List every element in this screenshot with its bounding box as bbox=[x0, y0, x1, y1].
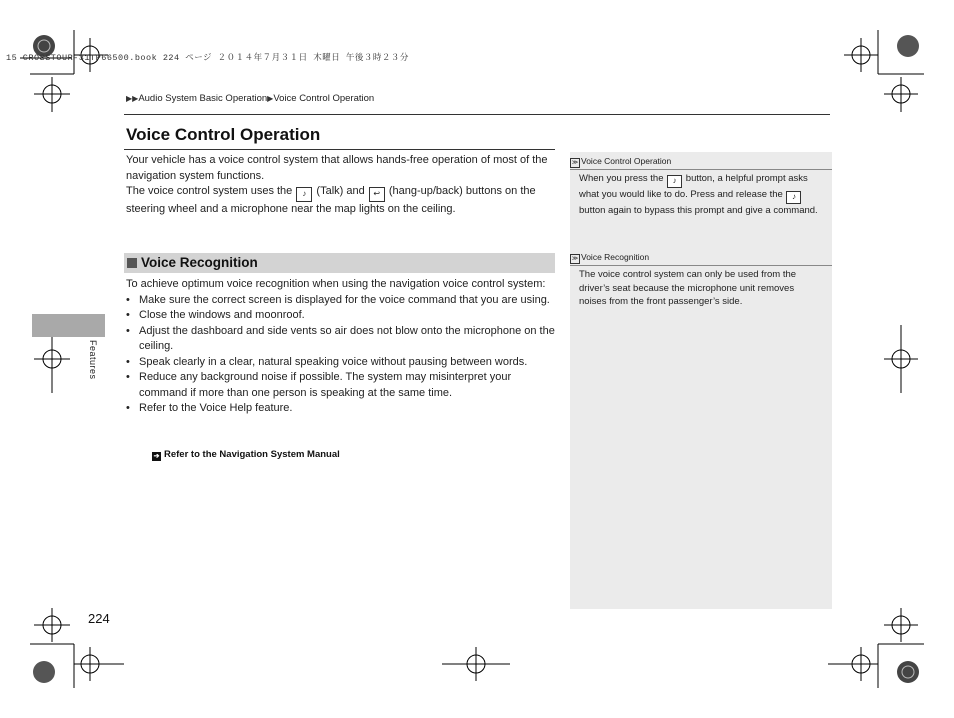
breadcrumb-separator-icon: ▶ bbox=[267, 94, 274, 103]
list-item: • Refer to the Voice Help feature. bbox=[126, 401, 556, 417]
section-heading-bar bbox=[124, 253, 555, 273]
note-heading-label: Voice Control Operation bbox=[581, 156, 672, 166]
intro-paragraph-2 bbox=[126, 184, 556, 218]
intro-p2-part-a: The voice control system uses the bbox=[126, 185, 293, 197]
list-item: • Make sure the correct screen is displayed for the voice command that you are using. bbox=[126, 293, 556, 309]
chapter-label: Features bbox=[88, 340, 98, 380]
section-square-icon bbox=[127, 258, 137, 268]
note-heading-label: Voice Recognition bbox=[581, 252, 650, 262]
side-notes-panel bbox=[570, 152, 832, 609]
talk-button-icon: ♪ bbox=[786, 191, 801, 204]
reference-link[interactable] bbox=[152, 449, 340, 461]
title-divider bbox=[124, 149, 555, 150]
section-intro: To achieve optimum voice recognition when using the navigation voice control system: bbox=[126, 278, 546, 290]
reference-label: Refer to the Navigation System Manual bbox=[164, 449, 340, 460]
intro-p2-part-c: (hang-up/back) buttons on the steering wheel and a microphone near the map lights on the ceiling. bbox=[126, 185, 536, 215]
note-heading-voice-recognition bbox=[570, 252, 832, 264]
breadcrumb bbox=[126, 93, 374, 104]
talk-button-icon: ♪ bbox=[667, 175, 682, 188]
note-icon: ≫ bbox=[571, 160, 579, 166]
note-icon: ≫ bbox=[571, 256, 579, 262]
note-body-voice-recognition: The voice control system can only be used from the driver’s seat because the microphone unit removes noises from the front passenger’s side. bbox=[579, 269, 797, 307]
note-divider bbox=[570, 265, 832, 266]
print-header: 15 CROSSTOUR-31TP66500.book 224 ページ ２０１４年７月３１日 木曜日 午後３時２３分 bbox=[6, 53, 409, 63]
note-body-part-b: button, a helpful prompt asks what you would like to do. Press and release the bbox=[579, 173, 808, 200]
page-title: Voice Control Operation bbox=[126, 125, 321, 144]
list-item: • Adjust the dashboard and side vents so air does not blow onto the microphone on the ceiling. bbox=[126, 324, 556, 355]
intro-p2-part-b: (Talk) and bbox=[316, 185, 365, 197]
list-item: • Reduce any background noise if possible. The system may misinterpret your command if more than one person is speaking at the same time. bbox=[126, 370, 556, 401]
note-body-part-c: button again to bypass this prompt and give a command. bbox=[579, 205, 818, 216]
bullet-list bbox=[126, 293, 556, 417]
talk-button-icon: ♪ bbox=[296, 187, 312, 202]
note-heading-voice-control bbox=[570, 156, 832, 168]
intro-paragraph-1: Your vehicle has a voice control system that allows hands-free operation of most of the navigation system functions. bbox=[126, 154, 548, 182]
reference-arrow-icon: ➔ bbox=[153, 453, 160, 460]
section-heading: Voice Recognition bbox=[141, 255, 258, 270]
breadcrumb-item-audio-system[interactable]: Audio System Basic Operation bbox=[138, 93, 268, 104]
list-item: • Close the windows and moonroof. bbox=[126, 308, 556, 324]
hangup-back-button-icon: ↩ bbox=[369, 187, 385, 202]
list-item: • Speak clearly in a clear, natural speaking voice without pausing between words. bbox=[126, 355, 556, 371]
breadcrumb-item-voice-control[interactable]: Voice Control Operation bbox=[273, 93, 375, 104]
note-body-part-a: When you press the bbox=[579, 173, 664, 184]
chapter-tab[interactable] bbox=[32, 314, 105, 337]
breadcrumb-arrow-icon: ▶▶ bbox=[126, 94, 139, 103]
note-body-voice-control bbox=[579, 172, 824, 218]
top-divider bbox=[124, 114, 830, 115]
page-number: 224 bbox=[88, 611, 110, 626]
section-body bbox=[126, 277, 556, 417]
note-divider bbox=[570, 169, 832, 170]
intro-text bbox=[126, 153, 556, 218]
